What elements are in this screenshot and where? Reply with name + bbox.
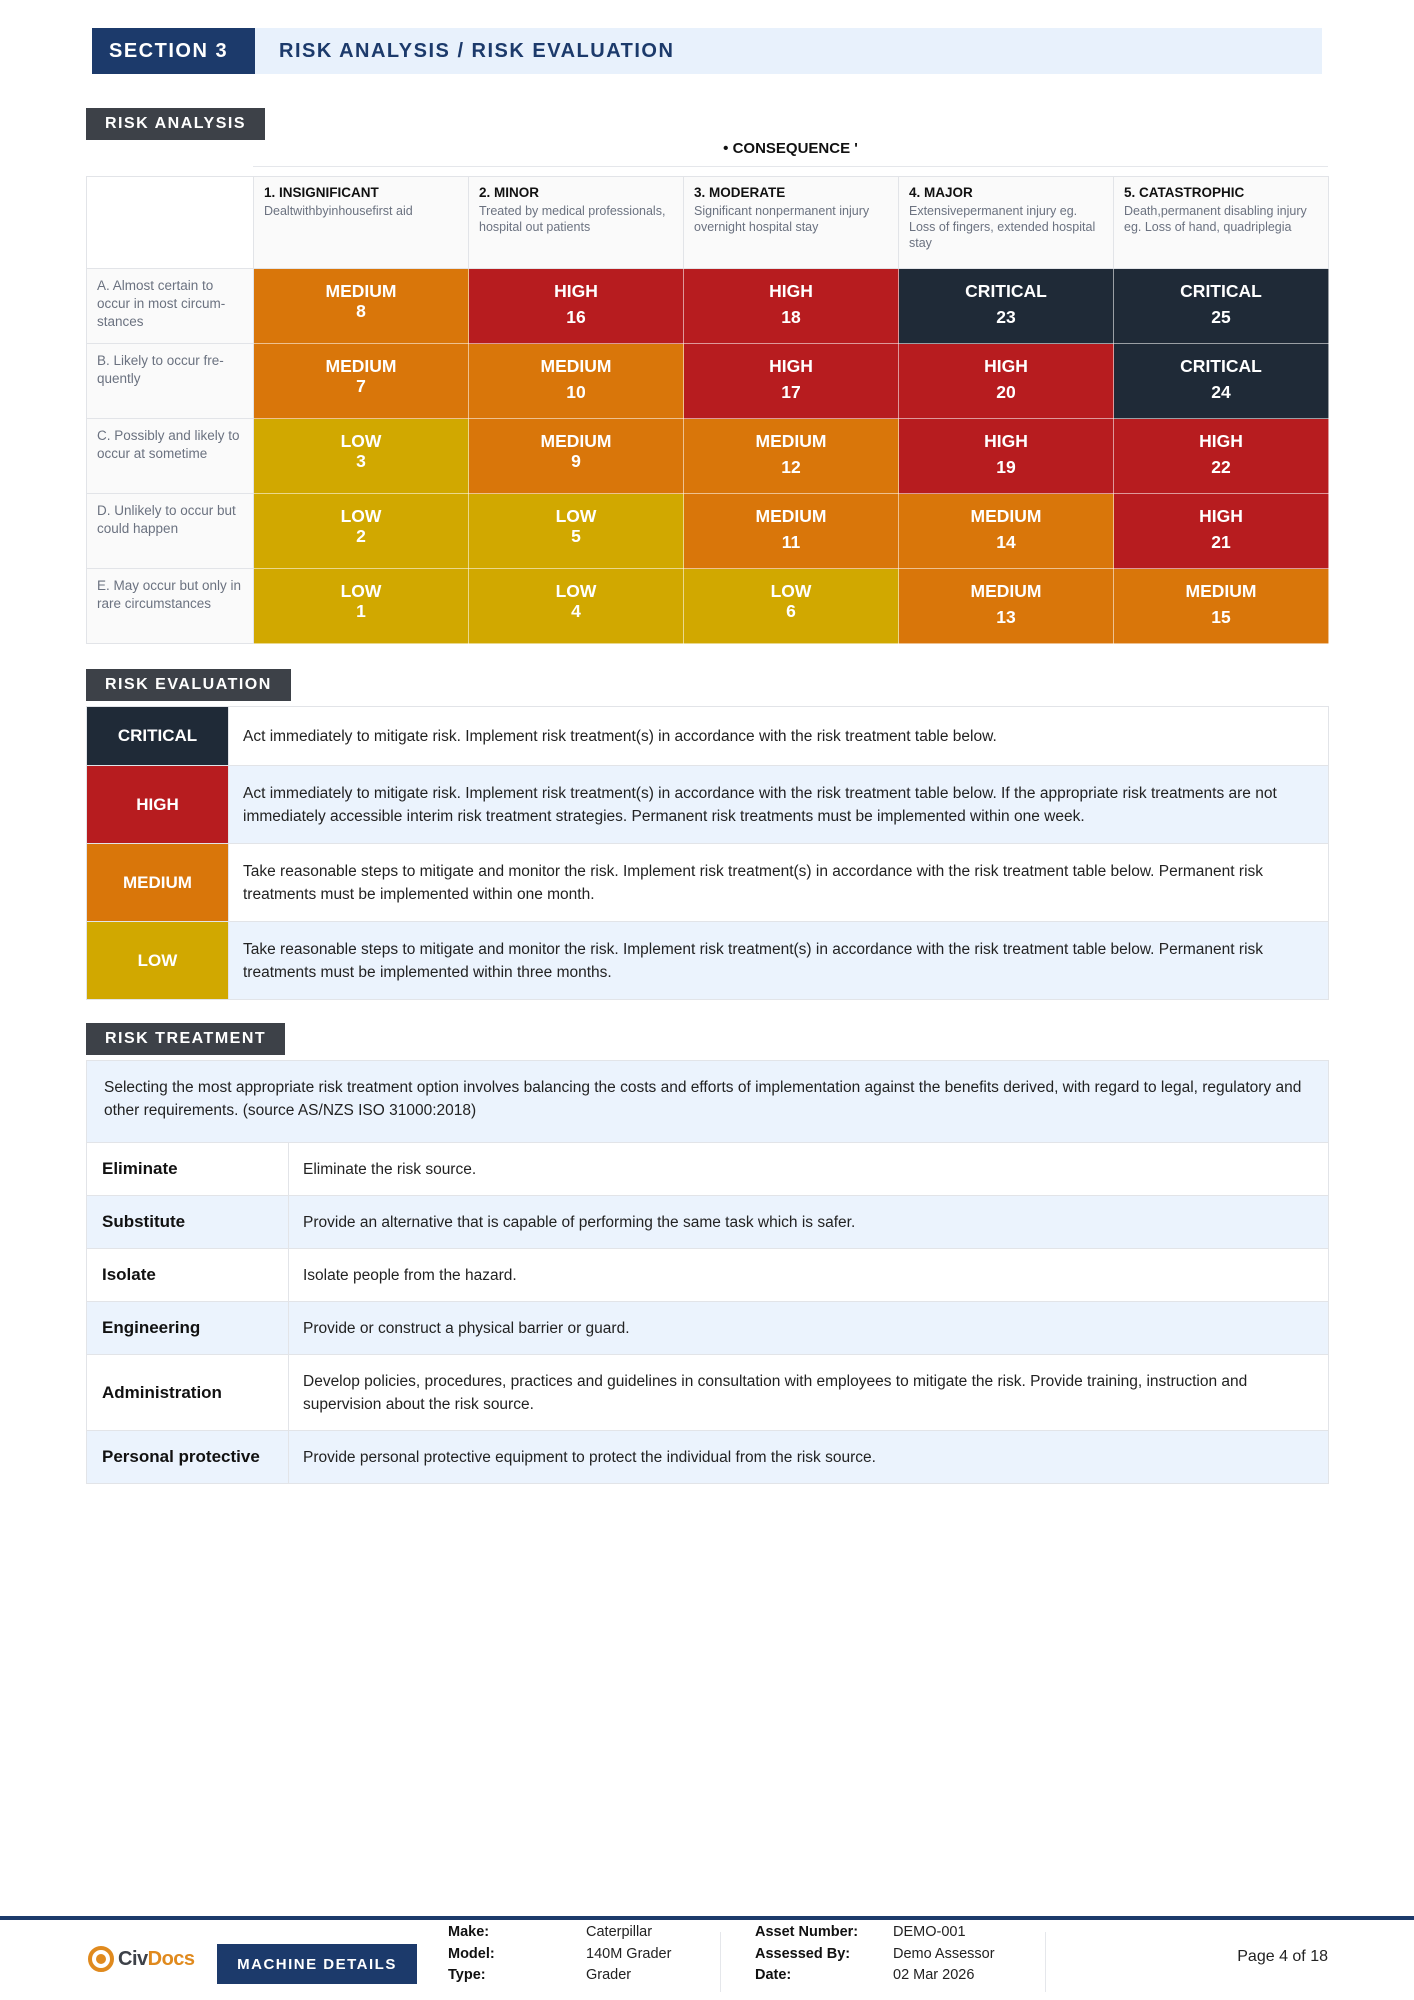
asset-number-value: DEMO-001 [893, 1924, 966, 1940]
risk-cell [469, 269, 684, 344]
risk-level: MEDIUM [1185, 581, 1257, 601]
assessed-by-label: Assessed By: [755, 1945, 851, 1962]
treatment-name: Isolate [87, 1249, 289, 1302]
risk-cell [684, 344, 899, 419]
risk-score: 8 [356, 301, 366, 321]
risk-cell [899, 344, 1114, 419]
likelihood-row-b [87, 344, 1329, 419]
evaluation-text: Take reasonable steps to mitigate and monitor the risk. Implement risk treatment(s) in accordance with the risk treatment table below. Permanent risk treatments must be implemented within one month. [229, 844, 1329, 922]
risk-score: 5 [571, 526, 581, 546]
likelihood-label: B. Likely to occur fre-quently [87, 344, 254, 419]
likelihood-row-c [87, 419, 1329, 494]
col-title: 2. MINOR [479, 185, 540, 200]
evaluation-level: LOW [87, 922, 229, 1000]
risk-cell [469, 494, 684, 569]
consequence-col-3 [684, 177, 899, 269]
type-value: Grader [586, 1967, 632, 1983]
risk-cell [684, 569, 899, 644]
risk-evaluation-table [86, 706, 1329, 1000]
treatment-desc: Provide or construct a physical barrier or guard. [289, 1302, 1329, 1355]
risk-level: MEDIUM [970, 506, 1042, 526]
risk-cell [684, 419, 899, 494]
likelihood-label: E. May occur but only in rare circumstances [87, 569, 254, 644]
risk-score: 18 [781, 307, 801, 327]
risk-level: HIGH [984, 356, 1028, 376]
risk-score: 16 [566, 307, 586, 327]
risk-level: HIGH [984, 431, 1028, 451]
consequence-label: • CONSEQUENCE ' [723, 140, 858, 157]
risk-treatment-tag: RISK TREATMENT [86, 1023, 285, 1055]
date-label: Date: [755, 1967, 792, 1983]
col-desc: Significant nonpermanent injury overnight hospital stay [694, 204, 870, 234]
consequence-col-5 [1114, 177, 1329, 269]
risk-treatment-table [86, 1142, 1329, 1484]
risk-level: HIGH [554, 281, 598, 301]
risk-cell [254, 344, 469, 419]
risk-score: 10 [566, 382, 586, 402]
risk-cell [1114, 419, 1329, 494]
risk-matrix [86, 176, 1329, 644]
evaluation-row-high [87, 766, 1329, 844]
risk-cell [254, 569, 469, 644]
evaluation-level: MEDIUM [87, 844, 229, 922]
risk-score: 17 [781, 382, 801, 402]
model-label: Model: [448, 1945, 495, 1962]
evaluation-row-critical [87, 707, 1329, 766]
risk-level: MEDIUM [325, 281, 397, 301]
risk-cell [899, 494, 1114, 569]
evaluation-level: HIGH [87, 766, 229, 844]
model-value: 140M Grader [586, 1945, 672, 1962]
risk-score: 7 [356, 376, 366, 396]
page-footer [0, 1920, 1414, 2000]
risk-cell [1114, 494, 1329, 569]
evaluation-text: Act immediately to mitigate risk. Implement risk treatment(s) in accordance with the risk treatment table below. [229, 707, 1329, 766]
risk-cell [254, 269, 469, 344]
treatment-desc: Provide personal protective equipment to protect the individual from the risk source. [289, 1431, 1329, 1484]
risk-level: LOW [340, 431, 382, 451]
col-title: 3. MODERATE [694, 185, 786, 200]
matrix-corner [87, 177, 254, 269]
footer-separator [1045, 1932, 1046, 1992]
col-desc: Death,permanent disabling injury eg. Loss of hand, quadriplegia [1124, 204, 1307, 234]
treatment-row [87, 1302, 1329, 1355]
divider [253, 166, 1328, 167]
col-title: 1. INSIGNIFICANT [264, 185, 379, 200]
risk-score: 24 [1211, 382, 1231, 402]
likelihood-label: D. Unlikely to occur but could happen [87, 494, 254, 569]
risk-score: 4 [571, 601, 581, 621]
consequence-col-2 [469, 177, 684, 269]
risk-level: LOW [555, 506, 597, 526]
machine-info [448, 1922, 671, 1987]
treatment-desc: Isolate people from the hazard. [289, 1249, 1329, 1302]
risk-level: LOW [340, 506, 382, 526]
risk-level: LOW [340, 581, 382, 601]
risk-level: LOW [555, 581, 597, 601]
consequence-col-4 [899, 177, 1114, 269]
risk-score: 2 [356, 526, 366, 546]
risk-cell [899, 569, 1114, 644]
treatment-row [87, 1249, 1329, 1302]
risk-evaluation-tag: RISK EVALUATION [86, 669, 291, 701]
asset-number-label: Asset Number: [755, 1924, 859, 1940]
civdocs-logo [88, 1946, 195, 1972]
logo-docs: Docs [147, 1947, 195, 1970]
risk-score: 3 [356, 451, 366, 471]
treatment-name: Substitute [87, 1196, 289, 1249]
risk-level: MEDIUM [540, 431, 612, 451]
risk-score: 21 [1211, 532, 1231, 552]
likelihood-row-a [87, 269, 1329, 344]
risk-score: 20 [996, 382, 1016, 402]
section-title: RISK ANALYSIS / RISK EVALUATION [255, 28, 1322, 74]
risk-cell [684, 269, 899, 344]
treatment-name: Administration [87, 1355, 289, 1431]
risk-score: 22 [1211, 457, 1231, 477]
risk-score: 12 [781, 457, 801, 477]
risk-score: 9 [571, 451, 581, 471]
risk-level: CRITICAL [965, 281, 1047, 301]
treatment-desc: Develop policies, procedures, practices and guidelines in consultation with employees to mitigate the risk. Provide training, instruction and supervision about the risk source. [289, 1355, 1329, 1431]
type-label: Type: [448, 1967, 486, 1983]
logo-text [118, 1948, 195, 1971]
footer-separator [720, 1932, 721, 1992]
logo-civ: Civ [118, 1947, 148, 1970]
risk-level: HIGH [769, 281, 813, 301]
evaluation-text: Act immediately to mitigate risk. Implement risk treatment(s) in accordance with the risk treatment table below. If the appropriate risk treatments are not immediately accessible interim risk treatment strategies. Permanent risk treatments must be implemented within one week. [229, 766, 1329, 844]
risk-cell [1114, 344, 1329, 419]
likelihood-row-e [87, 569, 1329, 644]
treatment-name: Eliminate [87, 1143, 289, 1196]
risk-level: HIGH [1199, 506, 1243, 526]
risk-score: 19 [996, 457, 1016, 477]
treatment-row [87, 1431, 1329, 1484]
risk-level: MEDIUM [755, 431, 827, 451]
risk-level: MEDIUM [970, 581, 1042, 601]
risk-level: MEDIUM [540, 356, 612, 376]
risk-cell [899, 419, 1114, 494]
risk-cell [254, 419, 469, 494]
risk-level: MEDIUM [755, 506, 827, 526]
risk-cell [469, 419, 684, 494]
col-desc: Extensivepermanent injury eg. Loss of fingers, extended hospital stay [909, 204, 1096, 250]
risk-cell [469, 344, 684, 419]
treatment-row [87, 1355, 1329, 1431]
risk-cell [684, 494, 899, 569]
col-title: 4. MAJOR [909, 185, 973, 200]
section-number: SECTION 3 [92, 28, 255, 74]
evaluation-text: Take reasonable steps to mitigate and monitor the risk. Implement risk treatment(s) in accordance with the risk treatment table below. Permanent risk treatments must be implemented within three months. [229, 922, 1329, 1000]
risk-score: 15 [1211, 607, 1231, 627]
risk-score: 1 [356, 601, 366, 621]
risk-level: MEDIUM [325, 356, 397, 376]
section-header [92, 28, 1322, 74]
evaluation-row-low [87, 922, 1329, 1000]
risk-cell [1114, 269, 1329, 344]
page-number: Page 4 of 18 [1237, 1948, 1328, 1965]
treatment-name: Personal protective [87, 1431, 289, 1484]
assessed-by-value: Demo Assessor [893, 1945, 995, 1962]
risk-score: 13 [996, 607, 1016, 627]
risk-level: HIGH [769, 356, 813, 376]
risk-score: 23 [996, 307, 1016, 327]
risk-score: 11 [781, 532, 801, 552]
assessment-info [755, 1922, 995, 1987]
risk-cell [899, 269, 1114, 344]
evaluation-level: CRITICAL [87, 707, 229, 766]
col-desc: Dealtwithbyinhousefirst aid [264, 204, 413, 218]
treatment-desc: Eliminate the risk source. [289, 1143, 1329, 1196]
risk-analysis-tag: RISK ANALYSIS [86, 108, 265, 140]
likelihood-row-d [87, 494, 1329, 569]
treatment-intro: Selecting the most appropriate risk treatment option involves balancing the costs and efforts of implementation against the benefits derived, with regard to legal, regulatory and other requirements. (source AS/NZS ISO 31000:2018) [86, 1060, 1329, 1143]
matrix-header-row [87, 177, 1329, 269]
risk-cell [1114, 569, 1329, 644]
risk-cell [469, 569, 684, 644]
likelihood-label: A. Almost certain to occur in most circum-stances [87, 269, 254, 344]
risk-level: CRITICAL [1180, 356, 1262, 376]
logo-icon [88, 1946, 114, 1972]
risk-score: 6 [786, 601, 796, 621]
treatment-name: Engineering [87, 1302, 289, 1355]
risk-score: 14 [996, 532, 1016, 552]
make-label: Make: [448, 1924, 490, 1940]
col-desc: Treated by medical professionals, hospital out patients [479, 204, 666, 234]
evaluation-row-medium [87, 844, 1329, 922]
risk-cell [254, 494, 469, 569]
likelihood-label: C. Possibly and likely to occur at sometime [87, 419, 254, 494]
treatment-row [87, 1196, 1329, 1249]
treatment-row [87, 1143, 1329, 1196]
treatment-desc: Provide an alternative that is capable of performing the same task which is safer. [289, 1196, 1329, 1249]
date-value: 02 Mar 2026 [893, 1967, 975, 1983]
col-title: 5. CATASTROPHIC [1124, 185, 1245, 200]
make-value: Caterpillar [586, 1924, 653, 1940]
machine-details-button[interactable]: MACHINE DETAILS [217, 1944, 417, 1984]
risk-level: LOW [770, 581, 812, 601]
risk-level: CRITICAL [1180, 281, 1262, 301]
risk-level: HIGH [1199, 431, 1243, 451]
consequence-col-1 [254, 177, 469, 269]
risk-score: 25 [1211, 307, 1231, 327]
